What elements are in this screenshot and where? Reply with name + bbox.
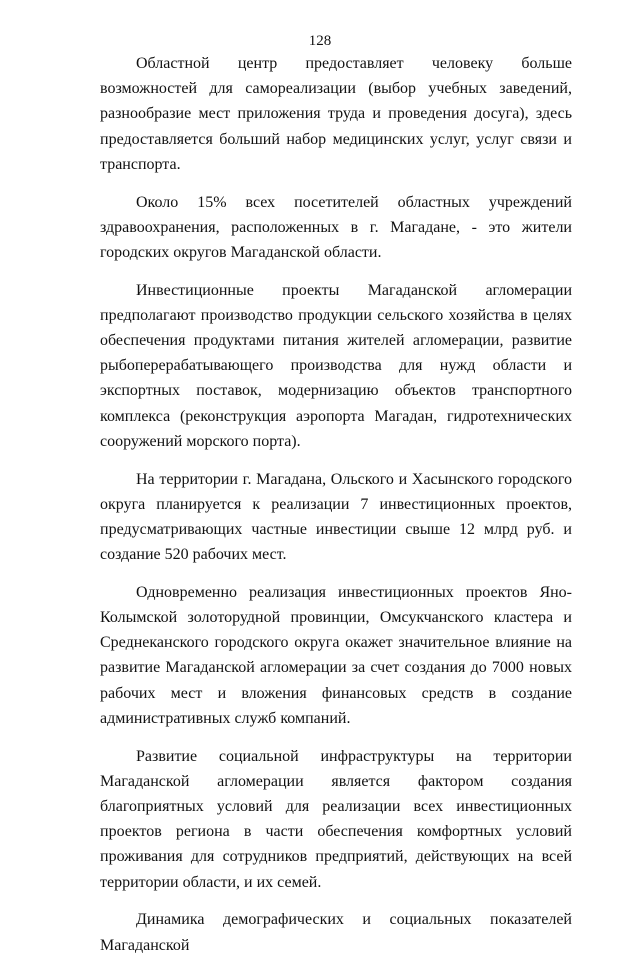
paragraph-healthcare-visitors: Около 15% всех посетителей областных учреждений здравоохранения, расположенных в г. Магадане, - это жители городских округов Магаданской области. — [100, 193, 572, 261]
body-text — [100, 51, 572, 970]
paragraph-yano-kolyma: Одновременно реализация инвестиционных проектов Яно-Колымской золоторудной провинции, Омсукчанского кластера и Среднеканского городского округа окажет значительное влияние на развитие Магаданской агломерации за счет создания до 7000 новых рабочих мест и вложения финансовых средств в создание административных служб компаний. — [100, 583, 572, 727]
paragraph-regional-center: Областной центр предоставляет человеку больше возможностей для самореализации (выбор учебных заведений, разнообразие мест приложения труда и проведения досуга), здесь предоставляется больший набор медицинских услуг, услуг связи и транспорта. — [100, 55, 572, 173]
paragraph-magadan-projects: На территории г. Магадана, Ольского и Хасынского городского округа планируется к реализации 7 инвестиционных проектов, предусматривающих частные инвестиции свыше 12 млрд руб. и создание 520 рабочих мест. — [100, 470, 572, 564]
paragraph-demographics: Динамика демографических и социальных показателей Магаданской — [100, 911, 572, 954]
paragraph-investment-projects: Инвестиционные проекты Магаданской агломерации предполагают производство продукции сельского хозяйства в целях обеспечения продуктами питания жителей агломерации, развитие рыбоперерабатывающего производства для нужд области и экспортных поставок, модернизацию объектов транспортного комплекса (реконструкция аэропорта Магадан, гидротехнических сооружений морского порта). — [100, 281, 572, 450]
page-number: 128 — [308, 33, 332, 49]
paragraph-social-infrastructure: Развитие социальной инфраструктуры на территории Магаданской агломерации является фактором создания благоприятных условий для реализации всех инвестиционных проектов региона в части обеспечения комфортных условий проживания для сотрудников предприятий, действующих на всей территории области, и их семей. — [100, 747, 572, 891]
